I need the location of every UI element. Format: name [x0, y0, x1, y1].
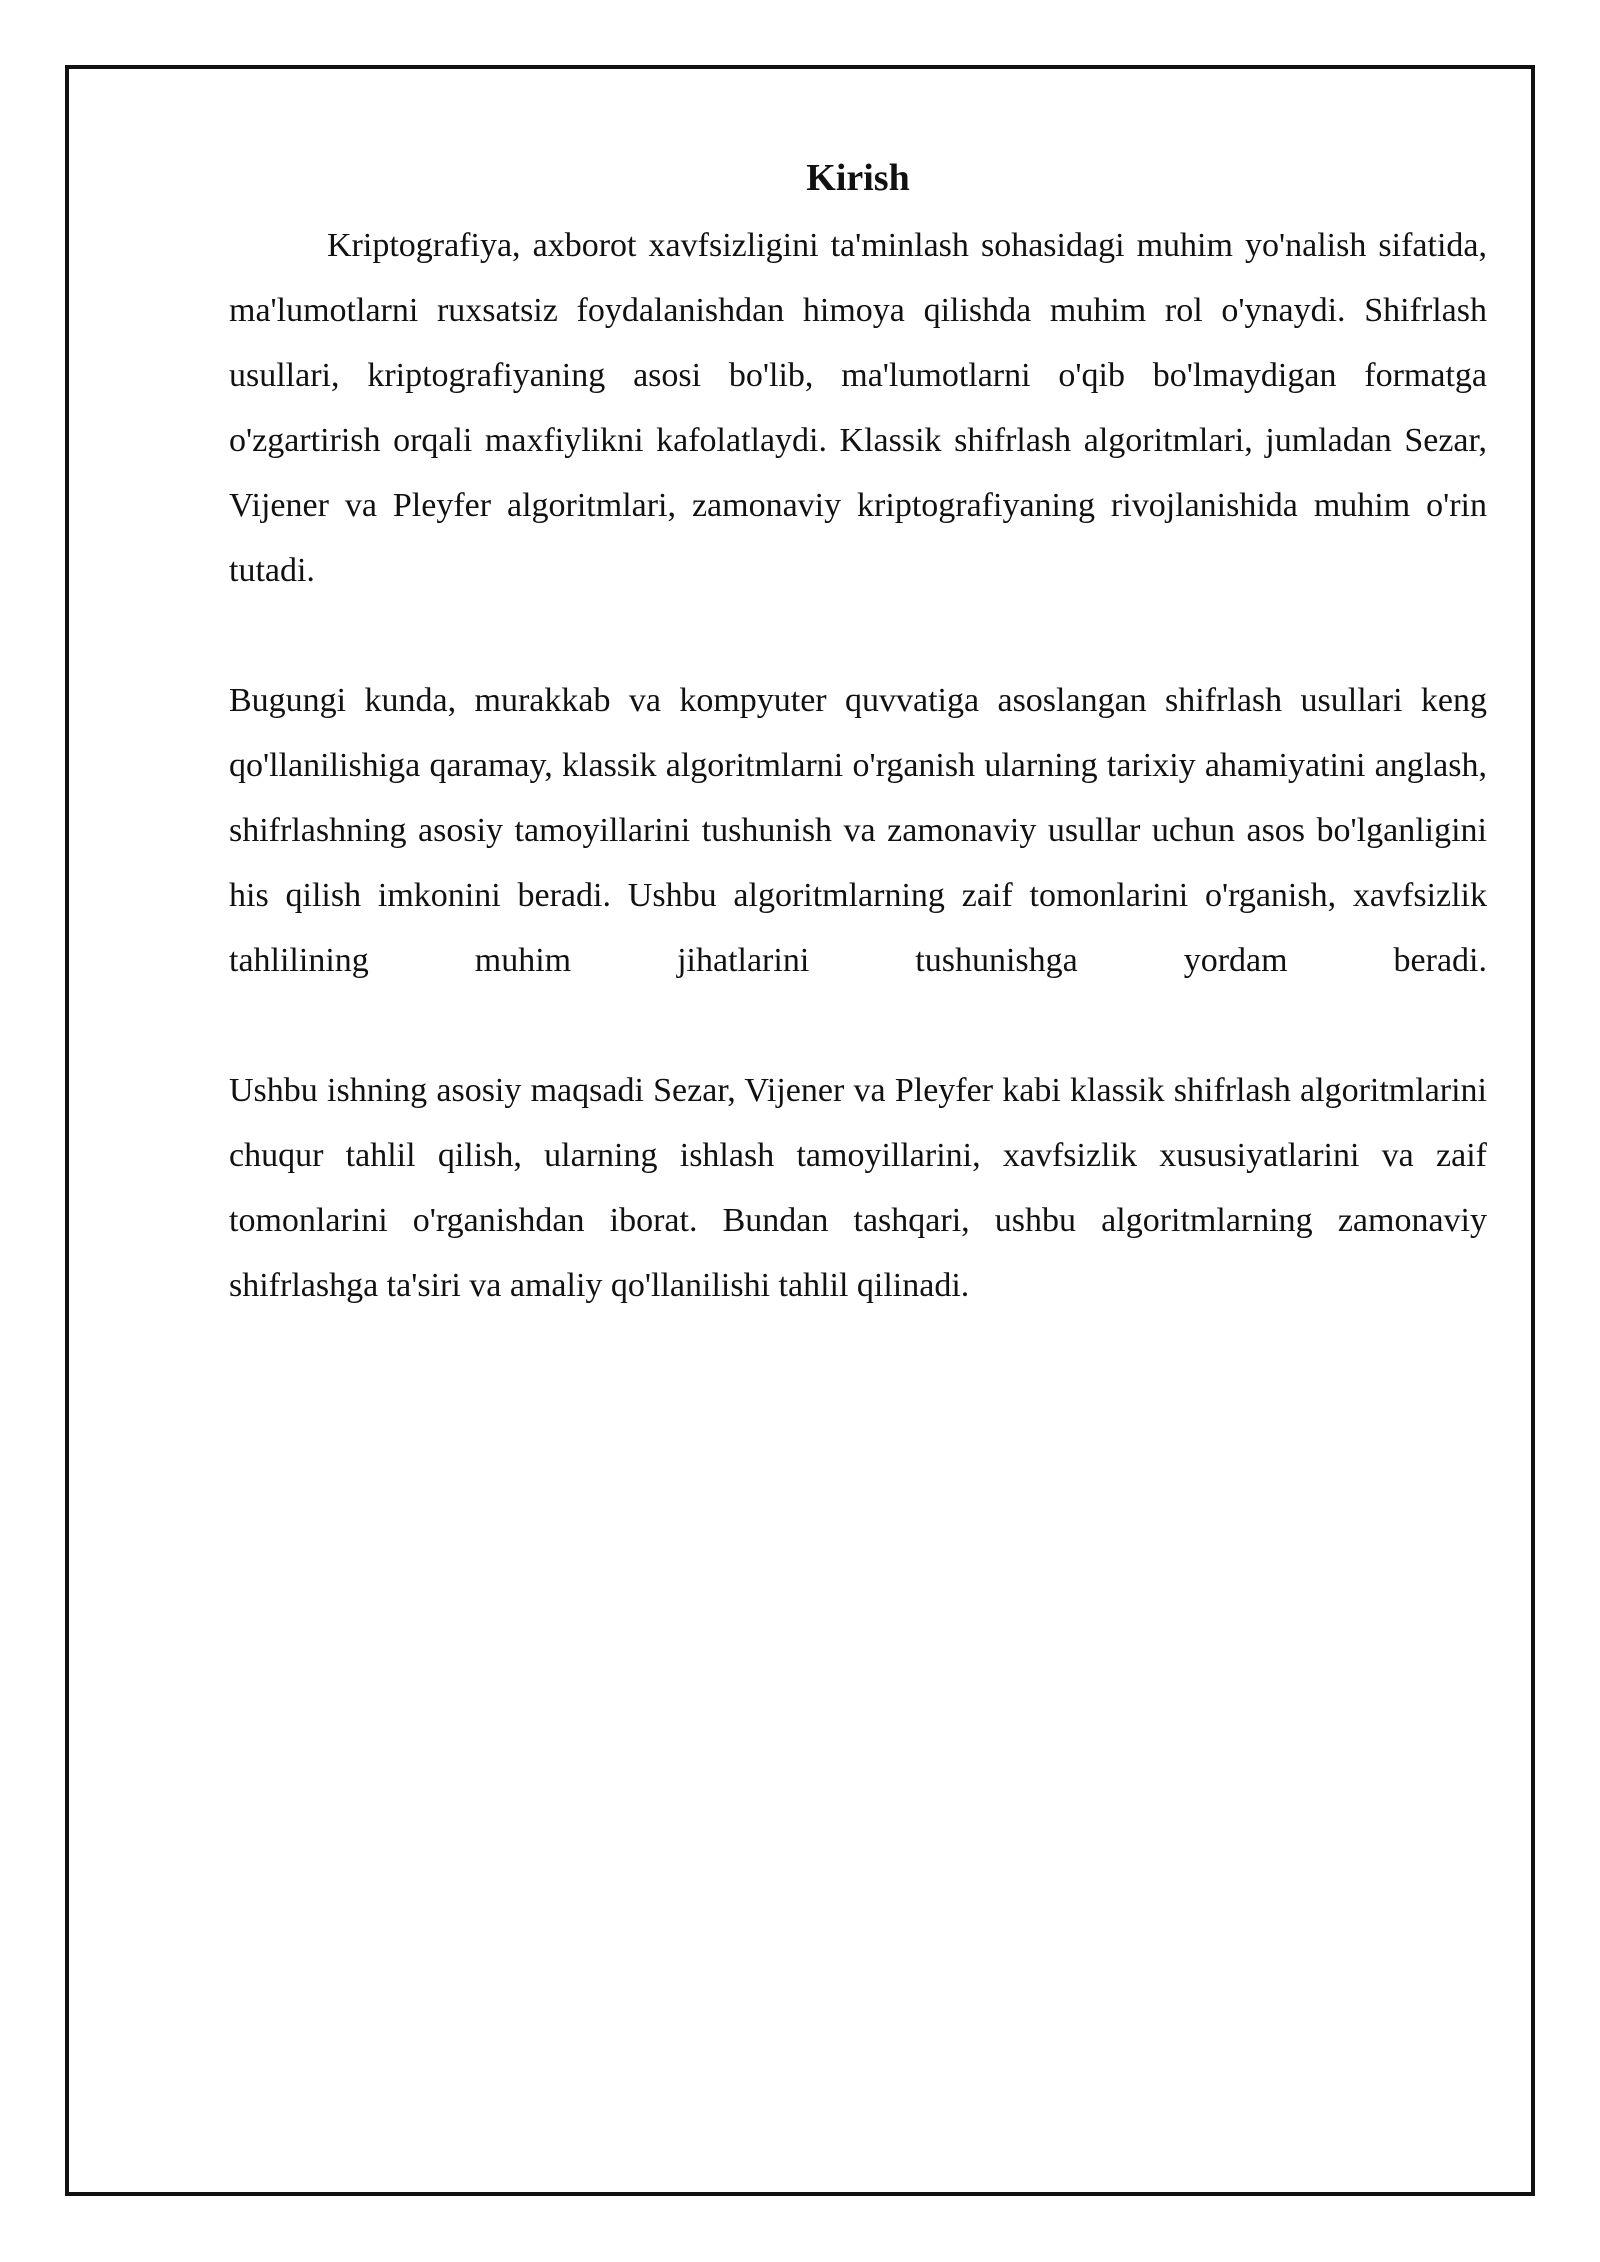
paragraph-goal: Ushbu ishning asosiy maqsadi Sezar, Vijener va Pleyfer kabi klassik shifrlash algoritmlarini chuqur tahlil qilish, ularning ishlash tamoyillarini, xavfsizlik xususiyatlarini va zaif tomonlarini o'rganishdan iborat. Bundan tashqari, ushbu algoritmlarning zamonaviy shifrlashga ta'siri va amaliy qo'llanilishi tahlil qilinadi. [229, 1072, 1487, 1304]
paragraph-gap [229, 993, 1487, 1058]
paragraph-gap [229, 603, 1487, 668]
paragraph-today: Bugungi kunda, murakkab va kompyuter quvvatiga asoslangan shifrlash usullari keng qo'llanilishiga qaramay, klassik algoritmlarni o'rganish ularning tarixiy ahamiyatini anglash, shifrlashning asosiy tamoyillarini tushunish va zamonaviy usullar uchun asos bo'lganligini his qilish imkonini beradi. Ushbu algoritmlarning zaif tomonlarini o'rganish, xavfsizlik tahlilining muhim jihatlarini tushunishga yordam beradi. [229, 682, 1487, 979]
page-title: Kirish [806, 157, 910, 199]
document-body [229, 143, 1487, 1318]
paragraph-intro: Kriptografiya, axborot xavfsizligini ta'minlash sohasidagi muhim yo'nalish sifatida, ma'lumotlarni ruxsatsiz foydalanishdan himoya qilishda muhim rol o'ynaydi. Shifrlash usullari, kriptografiyaning asosi bo'lib, ma'lumotlarni o'qib bo'lmaydigan formatga o'zgartirish orqali maxfiylikni kafolatlaydi. Klassik shifrlash algoritmlari, jumladan Sezar, Vijener va Pleyfer algoritmlari, zamonaviy kriptografiyaning rivojlanishida muhim o'rin tutadi. [229, 227, 1487, 589]
